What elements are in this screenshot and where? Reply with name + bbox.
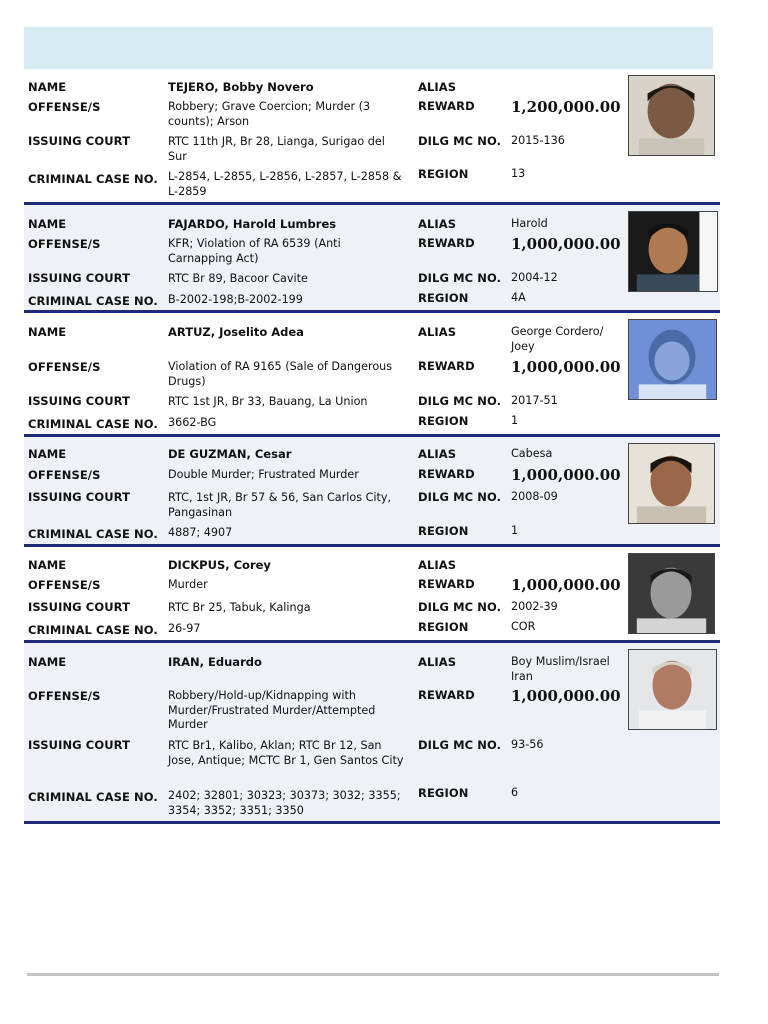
case-value: 2402; 32801; 30323; 30373; 3032; 3355; 3354; 3352; 3351; 3350 [168, 789, 401, 817]
offense-value: Robbery/Hold-up/Kidnapping with Murder/Frustrated Murder/Attempted Murder [168, 689, 376, 731]
region-value: 1 [511, 524, 519, 537]
wanted-record-3 [24, 313, 720, 434]
suspect-photo [628, 649, 717, 730]
header-band [24, 27, 713, 69]
name-label: NAME [28, 447, 67, 461]
dilg-label: DILG MC NO. [418, 394, 502, 408]
offense-label: OFFENSE/S [28, 237, 101, 251]
reward-label: REWARD [418, 359, 475, 373]
court-label: ISSUING COURT [28, 490, 131, 504]
case-label: CRIMINAL CASE NO. [28, 294, 158, 308]
name-label: NAME [28, 325, 67, 339]
alias-label: ALIAS [418, 558, 457, 572]
suspect-photo [628, 443, 715, 524]
wanted-record-4 [24, 437, 720, 544]
region-label: REGION [418, 524, 469, 538]
reward-label: REWARD [418, 577, 475, 591]
case-label: CRIMINAL CASE NO. [28, 172, 158, 186]
name-label: NAME [28, 655, 67, 669]
alias-label: ALIAS [418, 447, 457, 461]
reward-value: 1,000,000.00 [511, 358, 621, 376]
reward-label: REWARD [418, 688, 475, 702]
alias-label: ALIAS [418, 80, 457, 94]
region-value: 6 [511, 786, 519, 799]
dilg-value: 2008-09 [511, 490, 558, 503]
case-label: CRIMINAL CASE NO. [28, 527, 158, 541]
wanted-record-1 [24, 72, 720, 202]
region-label: REGION [418, 291, 469, 305]
alias-label: ALIAS [418, 325, 457, 339]
case-value: L-2854, L-2855, L-2856, L-2857, L-2858 & L-2859 [168, 170, 402, 198]
offense-label: OFFENSE/S [28, 468, 101, 482]
name-value: ARTUZ, Joselito Adea [168, 325, 304, 339]
wanted-record-5 [24, 547, 720, 640]
court-value: RTC 11th JR, Br 28, Lianga, Surigao del Sur [168, 135, 385, 163]
court-label: ISSUING COURT [28, 394, 131, 408]
court-label: ISSUING COURT [28, 271, 131, 285]
record-divider [24, 821, 720, 824]
wanted-record-2 [24, 205, 720, 312]
case-value: B-2002-198;B-2002-199 [168, 293, 303, 306]
reward-label: REWARD [418, 467, 475, 481]
court-value: RTC Br1, Kalibo, Aklan; RTC Br 12, San Jose, Antique; MCTC Br 1, Gen Santos City [168, 739, 404, 767]
alias-value: Harold [511, 217, 548, 230]
dilg-value: 2004-12 [511, 271, 558, 284]
region-value: COR [511, 620, 536, 633]
name-label: NAME [28, 217, 67, 231]
name-value: IRAN, Eduardo [168, 655, 262, 669]
offense-label: OFFENSE/S [28, 360, 101, 374]
region-value: 13 [511, 167, 526, 180]
dilg-label: DILG MC NO. [418, 738, 502, 752]
offense-value: Double Murder; Frustrated Murder [168, 468, 359, 481]
name-value: DE GUZMAN, Cesar [168, 447, 292, 461]
name-value: FAJARDO, Harold Lumbres [168, 217, 337, 231]
region-label: REGION [418, 620, 469, 634]
region-value: 1 [511, 414, 519, 427]
case-label: CRIMINAL CASE NO. [28, 790, 158, 804]
alias-value: George Cordero/ Joey [511, 325, 604, 353]
reward-value: 1,000,000.00 [511, 576, 621, 594]
court-label: ISSUING COURT [28, 738, 131, 752]
reward-value: 1,000,000.00 [511, 235, 621, 253]
reward-label: REWARD [418, 236, 475, 250]
suspect-photo [628, 75, 715, 156]
name-value: DICKPUS, Corey [168, 558, 271, 572]
offense-label: OFFENSE/S [28, 100, 101, 114]
court-value: RTC Br 25, Tabuk, Kalinga [168, 601, 311, 614]
reward-value: 1,200,000.00 [511, 98, 621, 116]
dilg-label: DILG MC NO. [418, 134, 502, 148]
reward-value: 1,000,000.00 [511, 466, 621, 484]
court-value: RTC Br 89, Bacoor Cavite [168, 272, 308, 285]
alias-value: Cabesa [511, 447, 553, 460]
reward-value: 1,000,000.00 [511, 687, 621, 705]
region-label: REGION [418, 414, 469, 428]
region-value: 4A [511, 291, 526, 304]
suspect-photo [628, 553, 715, 634]
case-value: 3662-BG [168, 416, 217, 429]
region-label: REGION [418, 786, 469, 800]
offense-value: KFR; Violation of RA 6539 (Anti Carnapping Act) [168, 237, 341, 265]
offense-label: OFFENSE/S [28, 578, 101, 592]
reward-label: REWARD [418, 99, 475, 113]
offense-value: Murder [168, 578, 208, 591]
case-label: CRIMINAL CASE NO. [28, 623, 158, 637]
name-value: TEJERO, Bobby Novero [168, 80, 314, 94]
region-label: REGION [418, 167, 469, 181]
footer-rule [27, 973, 719, 976]
dilg-label: DILG MC NO. [418, 600, 502, 614]
court-value: RTC, 1st JR, Br 57 & 56, San Carlos City, Pangasinan [168, 491, 392, 519]
offense-value: Violation of RA 9165 (Sale of Dangerous Drugs) [168, 360, 393, 388]
suspect-photo [628, 319, 717, 400]
alias-value: Boy Muslim/Israel Iran [511, 655, 610, 683]
name-label: NAME [28, 558, 67, 572]
case-label: CRIMINAL CASE NO. [28, 417, 158, 431]
dilg-label: DILG MC NO. [418, 271, 502, 285]
court-value: RTC 1st JR, Br 33, Bauang, La Union [168, 395, 368, 408]
case-value: 26-97 [168, 622, 201, 635]
dilg-value: 2002-39 [511, 600, 558, 613]
court-label: ISSUING COURT [28, 134, 131, 148]
alias-label: ALIAS [418, 217, 457, 231]
wanted-record-6 [24, 643, 720, 821]
dilg-value: 2017-51 [511, 394, 558, 407]
court-label: ISSUING COURT [28, 600, 131, 614]
name-label: NAME [28, 80, 67, 94]
dilg-value: 93-56 [511, 738, 544, 751]
dilg-value: 2015-136 [511, 134, 565, 147]
dilg-label: DILG MC NO. [418, 490, 502, 504]
case-value: 4887; 4907 [168, 526, 233, 539]
suspect-photo [628, 211, 718, 292]
alias-label: ALIAS [418, 655, 457, 669]
offense-label: OFFENSE/S [28, 689, 101, 703]
offense-value: Robbery; Grave Coercion; Murder (3 counts); Arson [168, 100, 371, 128]
